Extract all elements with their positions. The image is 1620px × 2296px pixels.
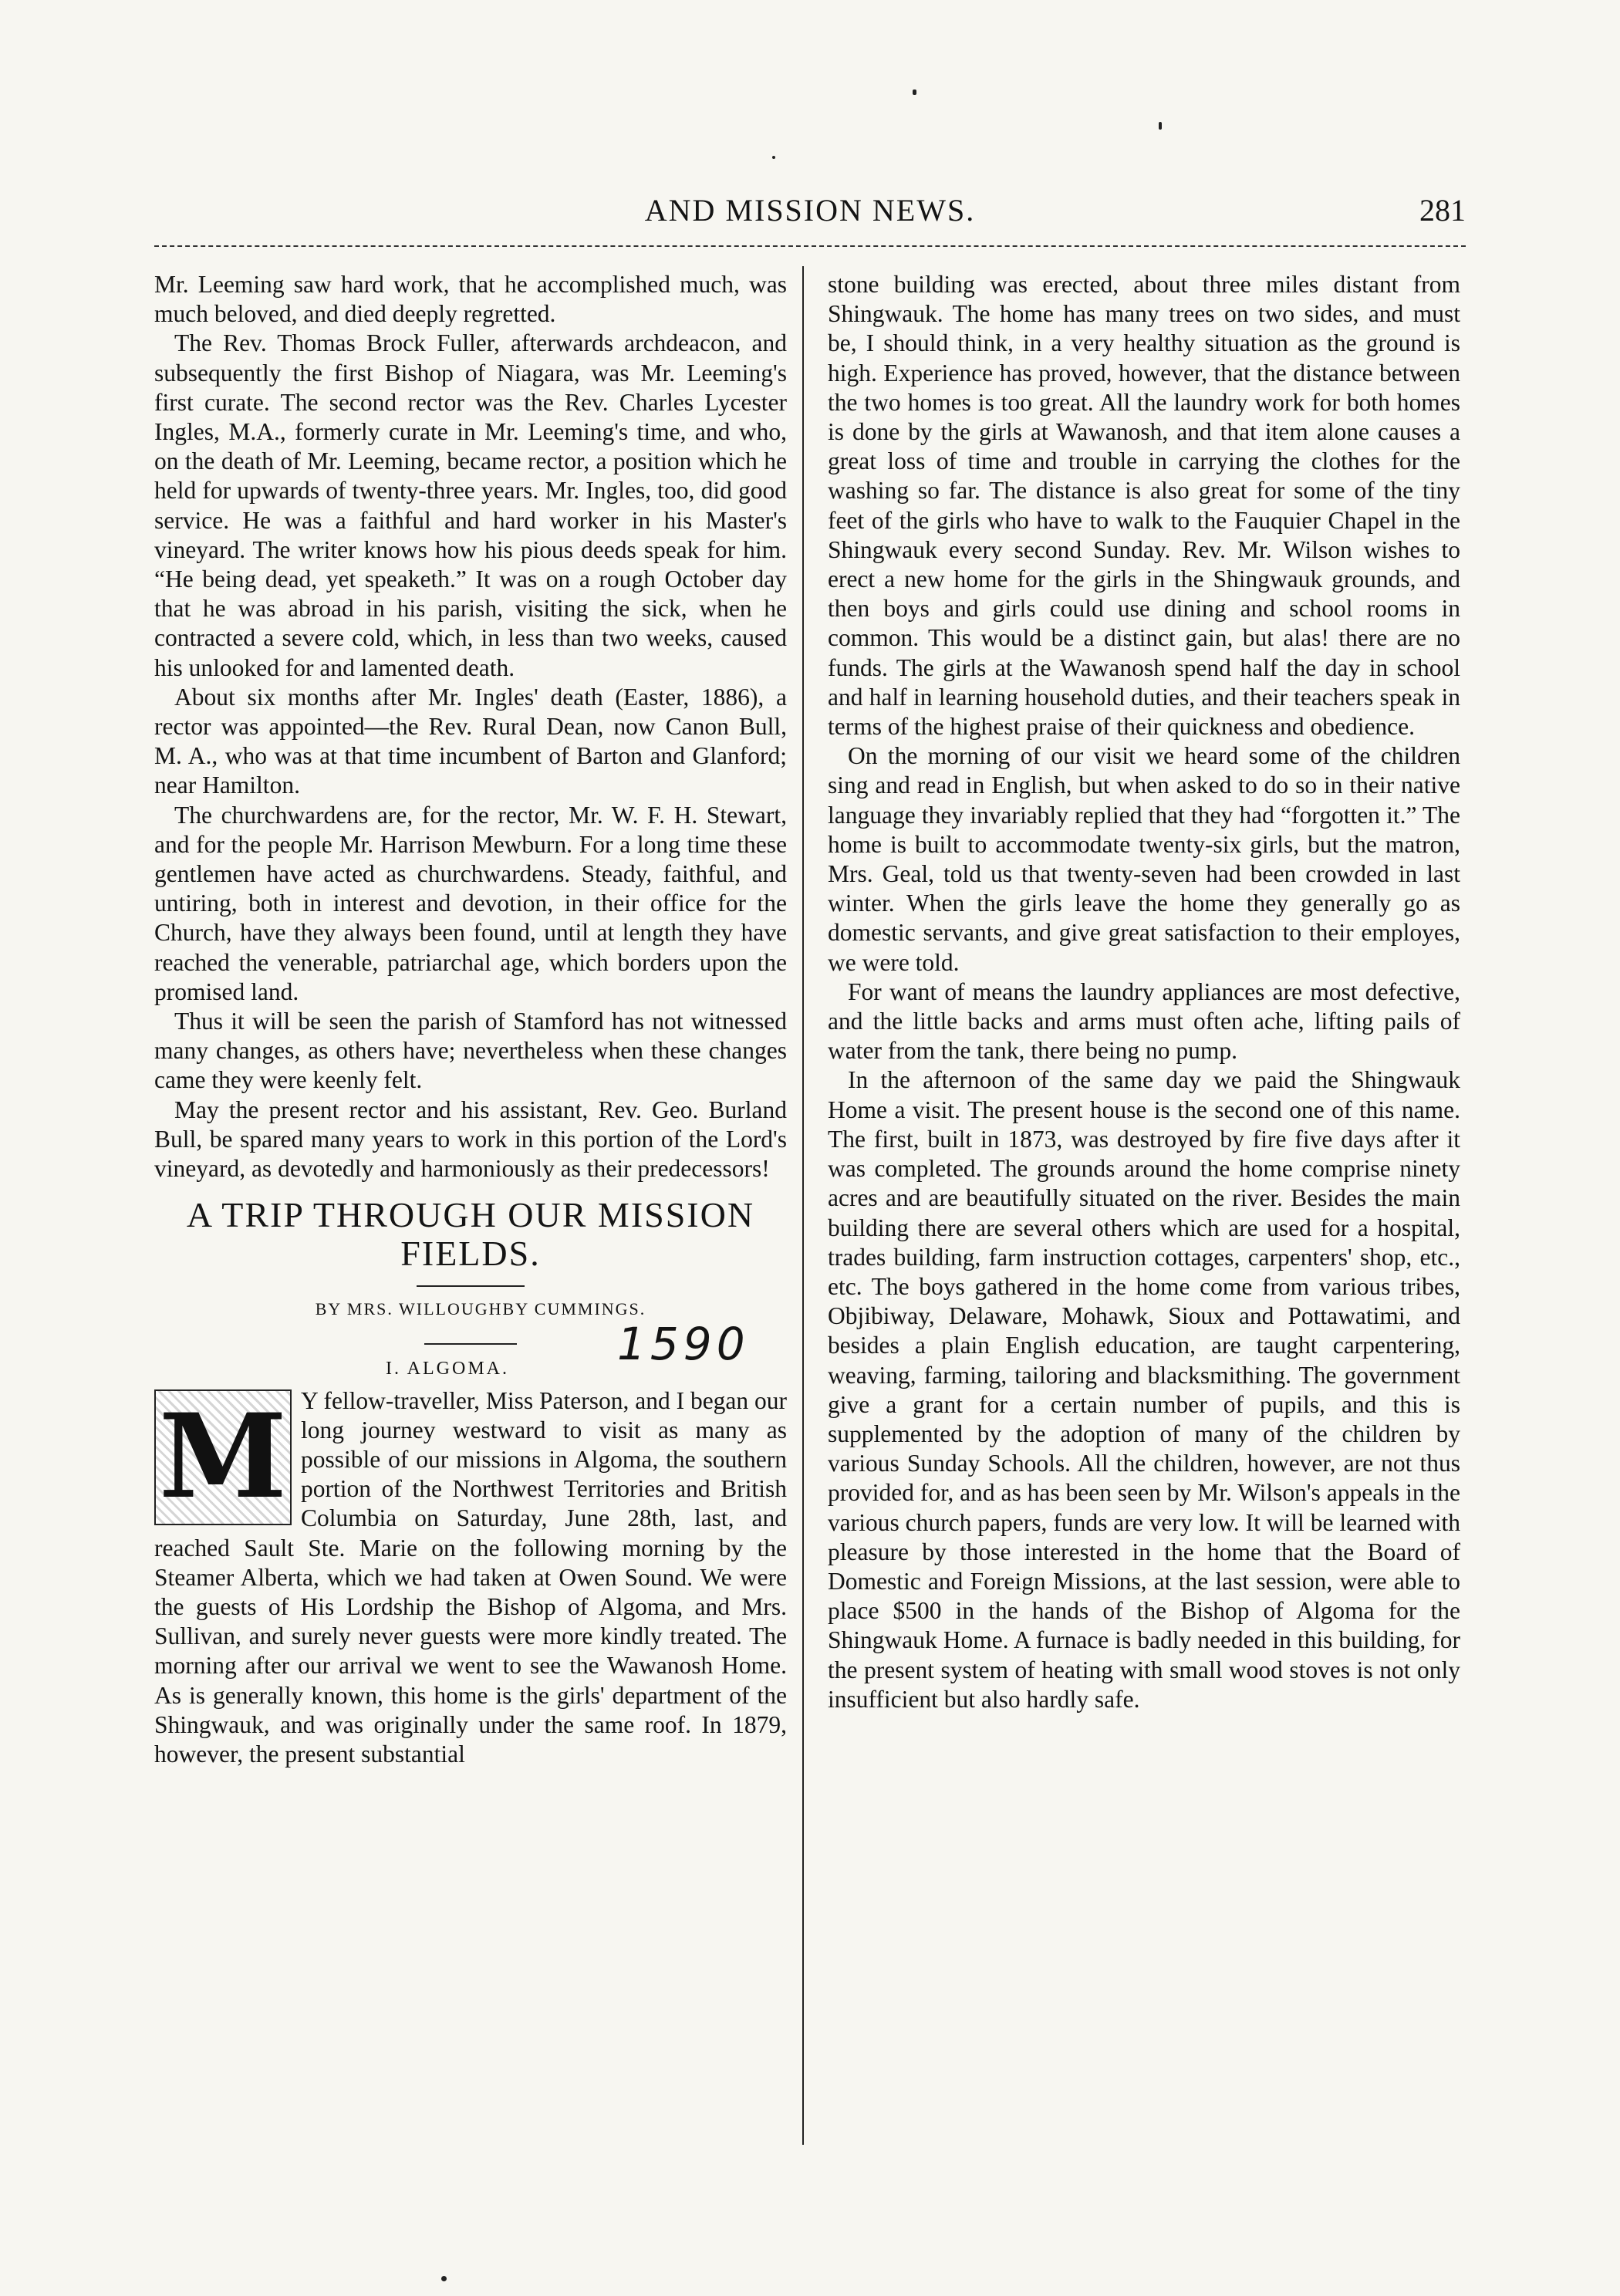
column-divider xyxy=(802,266,804,2145)
paragraph: Mr. Leeming saw hard work, that he accomplished much, was much beloved, and died deeply regretted. xyxy=(154,271,787,328)
byline: BY MRS. WILLOUGHBY CUMMINGS. xyxy=(315,1299,646,1319)
ornamental-drop-cap xyxy=(154,1389,292,1525)
paragraph: On the morning of our visit we heard some of the children sing and read in English, but when asked to do so in their native language they invariably replied that they had “forgotten it.” The home is built to accommodate twenty-six girls, but the matron, Mrs. Geal, told us that twenty-seven had been crowded in last winter. When the girls leave the home they generally go as domestic servants, and give great satisfaction to their employes, we were told. xyxy=(828,742,1460,976)
article-title: A TRIP THROUGH OUR MISSION FIELDS. xyxy=(186,1195,755,1274)
paragraph xyxy=(154,1386,787,1770)
paragraph: May the present rector and his assistant, Rev. Geo. Burland Bull, be spared many years to work in this portion of the Lord's vineyard, as devotedly and harmoniously as their predecessors! xyxy=(154,1096,787,1183)
running-title: AND MISSION NEWS. xyxy=(644,193,976,228)
paragraph: In the afternoon of the same day we paid the Shingwauk Home a visit. The present house is the second one of this name. The first, built in 1873, was destroyed by fire five days after it was completed. The grounds around the home comprise ninety acres and are beautifully situated on the river. Besides the main building there are several others which are used for a hospital, trades building, farm instruction cottages, carpenters' shop, etc., etc. The boys gathered in the home come from various tribes, Objibiway, Delaware, Mohawk, Sioux and Pottawatimi, and besides a plain English education, are taught carpentering, weaving, farming, tailoring and blacksmithing. The government give a grant for a certain number of pupils, and this is supplemented by the adoption of many of the children by various Sunday Schools. All the children, however, are not thus provided for, and as has been seen by Mr. Wilson's appeals in the various church papers, funds are very low. It will be learned with pleasure by those interested in the home that the Board of Domestic and Foreign Missions, at the last session, were able to place $500 in the hands of the Bishop of Algoma for the Shingwauk Home. A furnace is badly needed in this building, for the present system of heating with small wood stoves is not only insufficient but also hardly safe. xyxy=(828,1066,1460,1713)
handwritten-annotation: 1590 xyxy=(617,1317,750,1370)
left-column xyxy=(154,270,787,1769)
title-rule xyxy=(417,1285,525,1287)
section-heading-row xyxy=(154,1317,787,1386)
paragraph: Thus it will be seen the parish of Stamford has not witnessed many changes, as others have; nevertheless when these changes came they were keenly felt. xyxy=(154,1008,787,1094)
paragraph: The Rev. Thomas Brock Fuller, afterwards archdeacon, and subsequently the first Bishop of Niagara, was Mr. Leeming's first curate. The second rector was the Rev. Charles Lycester Ingles, M.A., formerly curate in Mr. Leeming's time, and who, on the death of Mr. Leeming, became rector, a position which he held for upwards of twenty-three years. Mr. Ingles, too, did good service. He was a faithful and hard worker in his Master's vineyard. The writer knows how his pious deeds speak for him. “He being dead, yet speaketh.” It was on a rough October day that he was abroad in his parish, visiting the sick, when he contracted a severe cold, which, in less than two weeks, caused his unlooked for and lamented death. xyxy=(154,329,787,681)
paragraph: The churchwardens are, for the rector, Mr. W. F. H. Stewart, and for the people Mr. Harrison Mewburn. For a long time these gentlemen have acted as churchwardens. Steady, faithful, and untiring, both in interest and devotion, in their office for the Church, have they always been found, until at length they have reached the venerable, patriarchal age, which borders upon the promised land. xyxy=(154,801,787,1005)
paragraph: About six months after Mr. Ingles' death (Easter, 1886), a rector was appointed—the Rev. Rural Dean, now Canon Bull, M. A., who was at that time incumbent of Barton and Glanford; near Hamilton. xyxy=(154,683,787,799)
section-heading: I. ALGOMA. xyxy=(386,1358,509,1379)
paragraph-text: Y fellow-traveller, Miss Paterson, and I began our long journey westward to visit as many as possible of our missions in Algoma, the southern portion of the Northwest Territories and British Columbia on Saturday, June 28th, last, and reached Sault Ste. Marie on the following morning by the Steamer Alberta, which we had taken at Owen Sound. We were the guests of His Lordship the Bishop of Algoma, and Mrs. Sullivan, and surely never guests were more kindly treated. The morning after our arrival we went to see the Wawanosh Home. As is generally known, this home is the girls' department of the Shingwauk, and was originally under the same roof. In 1879, however, the present substantial xyxy=(154,1386,788,1768)
header-rule xyxy=(154,245,1466,247)
right-column xyxy=(828,270,1460,1714)
page-number: 281 xyxy=(1419,193,1466,228)
paragraph: For want of means the laundry appliances are most defective, and the little backs and arms must often ache, lifting pails of water from the tank, there being no pump. xyxy=(828,977,1460,1065)
paragraph: stone building was erected, about three miles distant from Shingwauk. The home has many trees on two sides, and must be, I should think, in a very healthy situation as the ground is high. Experience has proved, however, that the distance between the two homes is too great. All the laundry work for both homes is done by the girls at Wawanosh, and that item alone causes a great loss of time and trouble in carrying the clothes for the washing so far. The distance is also great for some of the tiny feet of the girls who have to walk to the Fauquier Chapel in the Shingwauk every second Sunday. Rev. Mr. Wilson wishes to erect a new home for the girls in the Shingwauk grounds, and then boys and girls could use dining and school rooms in common. This would be a distinct gain, but alas! there are no funds. The girls at the Wawanosh spend half the day in school and half in learning household duties, and their teachers speak in terms of the highest praise of their quickness and obedience. xyxy=(828,271,1460,741)
drop-cap-letter: M xyxy=(158,1388,288,1524)
scan-speck xyxy=(441,2276,447,2281)
byline-rule xyxy=(424,1343,517,1345)
running-head xyxy=(154,191,1466,230)
